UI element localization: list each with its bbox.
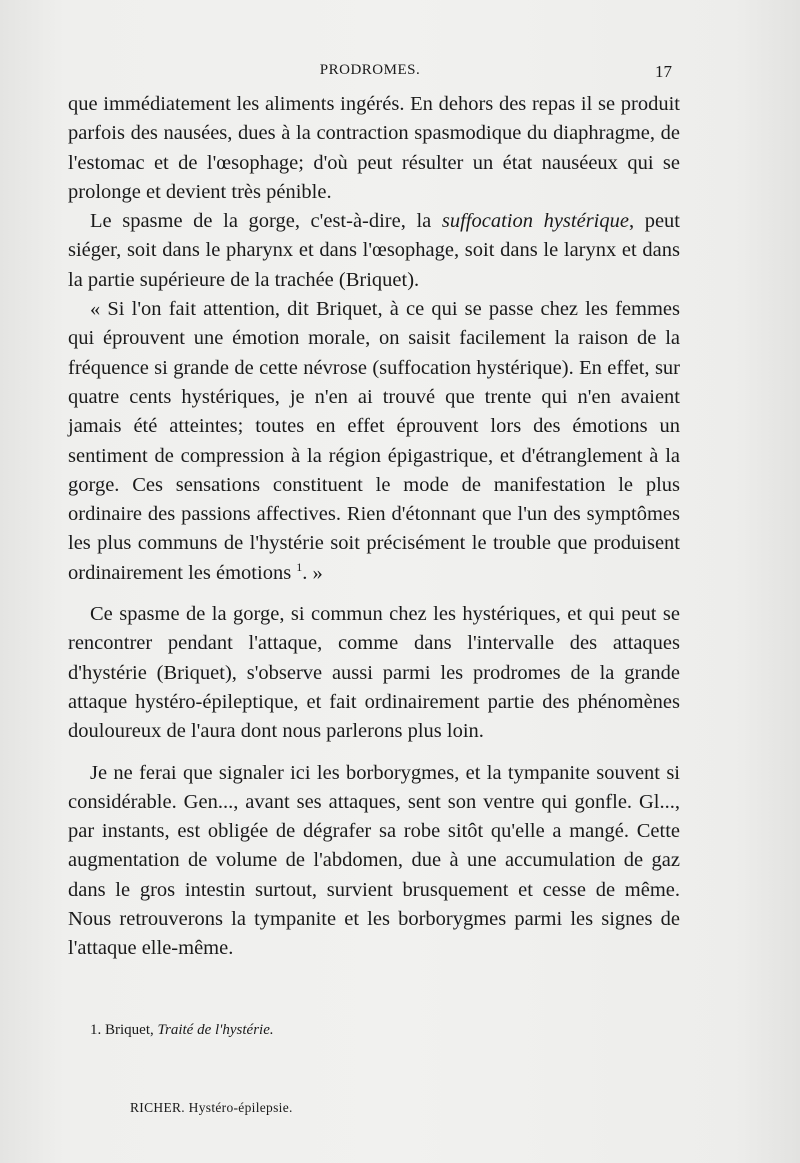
emphasis-term: suffocation hystérique: [441, 210, 629, 233]
quotation-text: « Si l'on fait attention, dit Briquet, à ce qui se passe chez les femmes qui éprouvent une émotion morale, on saisit facilement la raison de la fréquence si grande de cette névrose (suffocation hystérique). En effet, sur quatre cents hystériques, je n'en ai trouvé que trente qui n'en avaient jamais été atteintes; toutes en effet éprouvent lors des émotions un sentiment de compression à la région épigastrique, et d'étranglement à la gorge. Ces sensations constituent le mode de manifestation le plus ordinaire des passions affectives. Rien d'étonnant que l'un des symptômes les plus communs de l'hystérie soit précisément le trouble que produisent ordinairement les émotions: [68, 298, 680, 584]
page-header: [0, 62, 800, 86]
paragraph-2: [68, 207, 680, 295]
running-title: PRODROMES.: [319, 62, 421, 78]
paragraph-3: [68, 295, 680, 588]
footnote-number: 1.: [90, 1022, 102, 1038]
paragraph-5: Je ne ferai que signaler ici les borborygmes, et la tympanite souvent si considérable. Gen..., avant ses attaques, sent son ventre qui gonfle. Gl..., par instants, est obligée de dégrafer sa robe sitôt qu'elle a mangé. Cette augmentation de volume de l'abdomen, due à une accumulation de gaz dans le gros intestin surtout, survient brusquement et cesse de même. Nous retrouverons la tympanite et les borborygmes parmi les signes de l'attaque elle-même.: [68, 761, 680, 960]
page-number: 17: [655, 62, 672, 81]
signature-author: RICHER.: [130, 1100, 185, 1115]
paragraph-2-end: , peut siéger, soit dans le pharynx et dans l'œsophage, soit dans le larynx et dans la partie supérieure de la trachée (Briquet).: [68, 210, 680, 291]
signature-work: Hystéro-épilepsie.: [188, 1100, 293, 1115]
footnote: [90, 1022, 274, 1039]
printer-signature: [130, 1100, 293, 1116]
body-text: [68, 90, 680, 964]
footnote-author: Briquet,: [105, 1022, 154, 1038]
footnote-title: Traité de l'hystérie.: [157, 1022, 274, 1038]
paragraph-1: que immédiatement les aliments ingérés. En dehors des repas il se produit parfois des nausées, dues à la contraction spasmodique du diaphragme, de l'estomac et de l'œsophage; d'où peut résulter un état nauséeux qui se prolonge et devient très pénible.: [68, 93, 680, 203]
quotation-close: . »: [302, 561, 323, 584]
paragraph-2-start: Le spasme de la gorge, c'est-à-dire, la: [90, 210, 442, 233]
footnote-reference: 1: [296, 559, 303, 574]
paragraph-4: Ce spasme de la gorge, si commun chez les hystériques, et qui peut se rencontrer pendant l'attaque, comme dans l'intervalle des attaques d'hystérie (Briquet), s'observe aussi parmi les prodromes de la grande attaque hystéro-épileptique, et fait ordinairement partie des phénomènes douloureux de l'aura dont nous parlerons plus loin.: [68, 603, 680, 743]
